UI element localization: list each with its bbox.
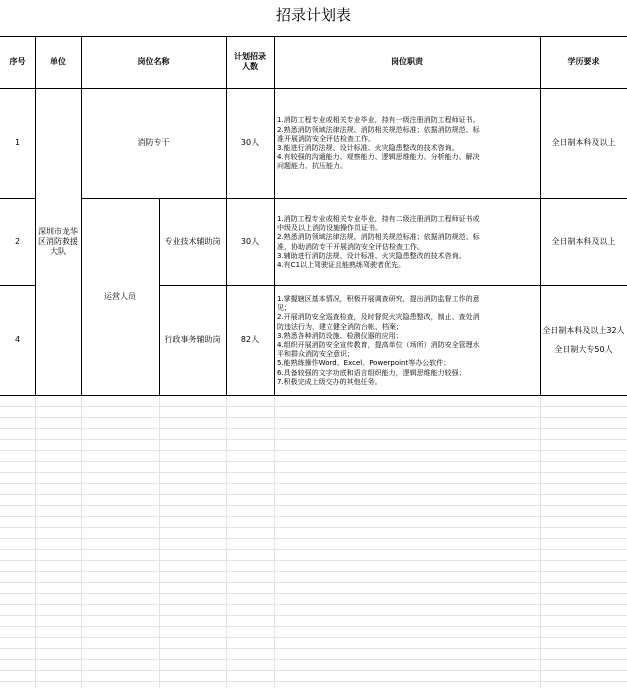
grid-row-line xyxy=(0,582,627,583)
duty-line: 1.掌握辖区基本情况，积极开展调查研究，提出消防监督工作的意 xyxy=(277,294,480,303)
grid-row-line xyxy=(0,428,627,429)
grid-row-line xyxy=(0,417,627,418)
row3-index: 4 xyxy=(14,335,21,344)
row3-duties xyxy=(274,285,540,395)
header-education: 学历要求 xyxy=(567,57,600,66)
grid-row-line xyxy=(0,516,627,517)
grid-row-line xyxy=(0,604,627,605)
duty-line: 问题能力、抗压能力。 xyxy=(277,162,347,171)
table-border-bottom xyxy=(0,395,627,396)
duty-line: 2.开展消防安全巡查检查，及时督促火灾隐患整改，制止、查处消 xyxy=(277,313,480,322)
header-index: 序号 xyxy=(9,57,26,66)
col-rule xyxy=(226,36,227,396)
row2-index: 2 xyxy=(14,236,21,246)
duty-line: 3.熟悉各种消防设施、检测仪器的应用； xyxy=(277,331,403,340)
duty-line: 7.积极完成上级交办的其他任务。 xyxy=(277,377,382,386)
row2-duties xyxy=(274,198,540,285)
duty-line: 1.消防工程专业或相关专业毕业，持有一级注册消防工程师证书。 xyxy=(277,116,480,125)
grid-row-line xyxy=(0,538,627,539)
duty-line: 见； xyxy=(277,304,291,313)
duty-line: 4.有C1以上驾驶证且能熟练驾驶者优先。 xyxy=(277,260,406,269)
duty-line: 防违法行为，建立健全消防台帐、档案； xyxy=(277,322,403,331)
grid-col-line xyxy=(81,396,82,688)
grid-row-line xyxy=(0,637,627,638)
duty-line: 4.组织开展消防安全宣传教育，提高单位（场所）消防安全管理水 xyxy=(277,341,480,349)
duty-line: 1.消防工程专业或相关专业毕业，持有二级注册消防工程师证书或 xyxy=(277,214,480,223)
row1-position: 消防专干 xyxy=(137,138,170,147)
row3-education-line1: 全日制本科及以上32人 xyxy=(542,325,625,335)
row1-quota: 30人 xyxy=(240,138,260,147)
grid-col-line xyxy=(35,396,36,688)
grid-row-line xyxy=(0,450,627,451)
header-position: 岗位名称 xyxy=(137,57,170,66)
col-rule xyxy=(35,36,36,396)
grid-row-line xyxy=(0,670,627,671)
row3-quota: 82人 xyxy=(240,335,260,344)
header-duties: 岗位职责 xyxy=(391,57,423,66)
grid-row-line xyxy=(0,549,627,550)
row-rule xyxy=(0,285,35,286)
row1-education: 全日制本科及以上 xyxy=(551,138,616,147)
header-quota: 计划招录 人数 xyxy=(234,52,266,71)
duty-line: 2.熟悉消防领域法律法规、消防相关规范标准；依据消防规范、标 xyxy=(277,125,480,134)
header-unit: 单位 xyxy=(50,57,66,66)
col-rule xyxy=(81,36,82,396)
duty-line: 3.能进行消防法规、设计标准、火灾隐患整改的技术咨询。 xyxy=(277,144,459,152)
grid-row-line xyxy=(0,571,627,572)
grid-row-line xyxy=(0,648,627,649)
duty-line: 3.辅助进行消防法规、设计标准、火灾隐患整改的技术咨询。 xyxy=(277,251,466,260)
col-rule xyxy=(540,36,541,396)
duty-line: 平和群众消防安全意识； xyxy=(277,350,354,359)
duty-line: 5.能熟练操作Word、Excel、Powerpoint等办公软件； xyxy=(277,359,451,368)
row2-position: 专业技术辅助岗 xyxy=(164,236,221,246)
operations-group: 运营人员 xyxy=(104,291,136,301)
row-rule xyxy=(81,198,627,199)
grid-row-line xyxy=(0,494,627,495)
row1-index: 1 xyxy=(14,138,21,147)
grid-row-line xyxy=(0,439,627,440)
row-rule xyxy=(0,198,35,199)
grid-col-line xyxy=(159,396,160,688)
grid-row-line xyxy=(0,472,627,473)
grid-row-line xyxy=(0,593,627,594)
header-rule xyxy=(0,88,627,89)
row2-education: 全日制本科及以上 xyxy=(551,236,616,246)
col-rule xyxy=(274,36,275,396)
grid-row-line xyxy=(0,659,627,660)
grid-row-line xyxy=(0,406,627,407)
grid-row-line xyxy=(0,615,627,616)
duty-line: 准开展消防安全评估检查工作。 xyxy=(277,134,375,143)
page-title: 招录计划表 xyxy=(275,6,351,24)
unit-name: 深圳市龙华区消防救援大队 xyxy=(38,226,78,256)
row3-position: 行政事务辅助岗 xyxy=(164,335,221,344)
duty-line: 6.具备较强的文字功底和语言组织能力，逻辑思维能力较强； xyxy=(277,368,466,377)
grid-row-line xyxy=(0,505,627,506)
duty-line: 准，协助消防专干开展消防安全评估检查工作。 xyxy=(277,242,424,251)
grid-row-line xyxy=(0,626,627,627)
table-border-top xyxy=(0,36,627,37)
duty-line: 2.熟悉消防领域法律法规、消防相关规范标准；依据消防规范、标 xyxy=(277,233,480,242)
grid-row-line xyxy=(0,527,627,528)
grid-row-line xyxy=(0,483,627,484)
grid-col-line xyxy=(540,396,541,688)
grid-row-line xyxy=(0,681,627,682)
row3-education xyxy=(540,285,627,395)
row3-education-line2: 全日制大专50人 xyxy=(554,344,613,354)
duty-line: 中级及以上消防设施操作员证书。 xyxy=(277,224,382,233)
grid-row-line xyxy=(0,461,627,462)
grid-col-line xyxy=(226,396,227,688)
grid-row-line xyxy=(0,560,627,561)
row-rule xyxy=(159,285,627,286)
col-rule xyxy=(159,198,160,396)
grid-col-line xyxy=(274,396,275,688)
row1-duties xyxy=(274,88,540,198)
duty-line: 4.有较强的沟通能力、观察能力、逻辑思维能力、分析能力、解决 xyxy=(277,153,480,162)
row2-quota: 30人 xyxy=(240,236,260,246)
